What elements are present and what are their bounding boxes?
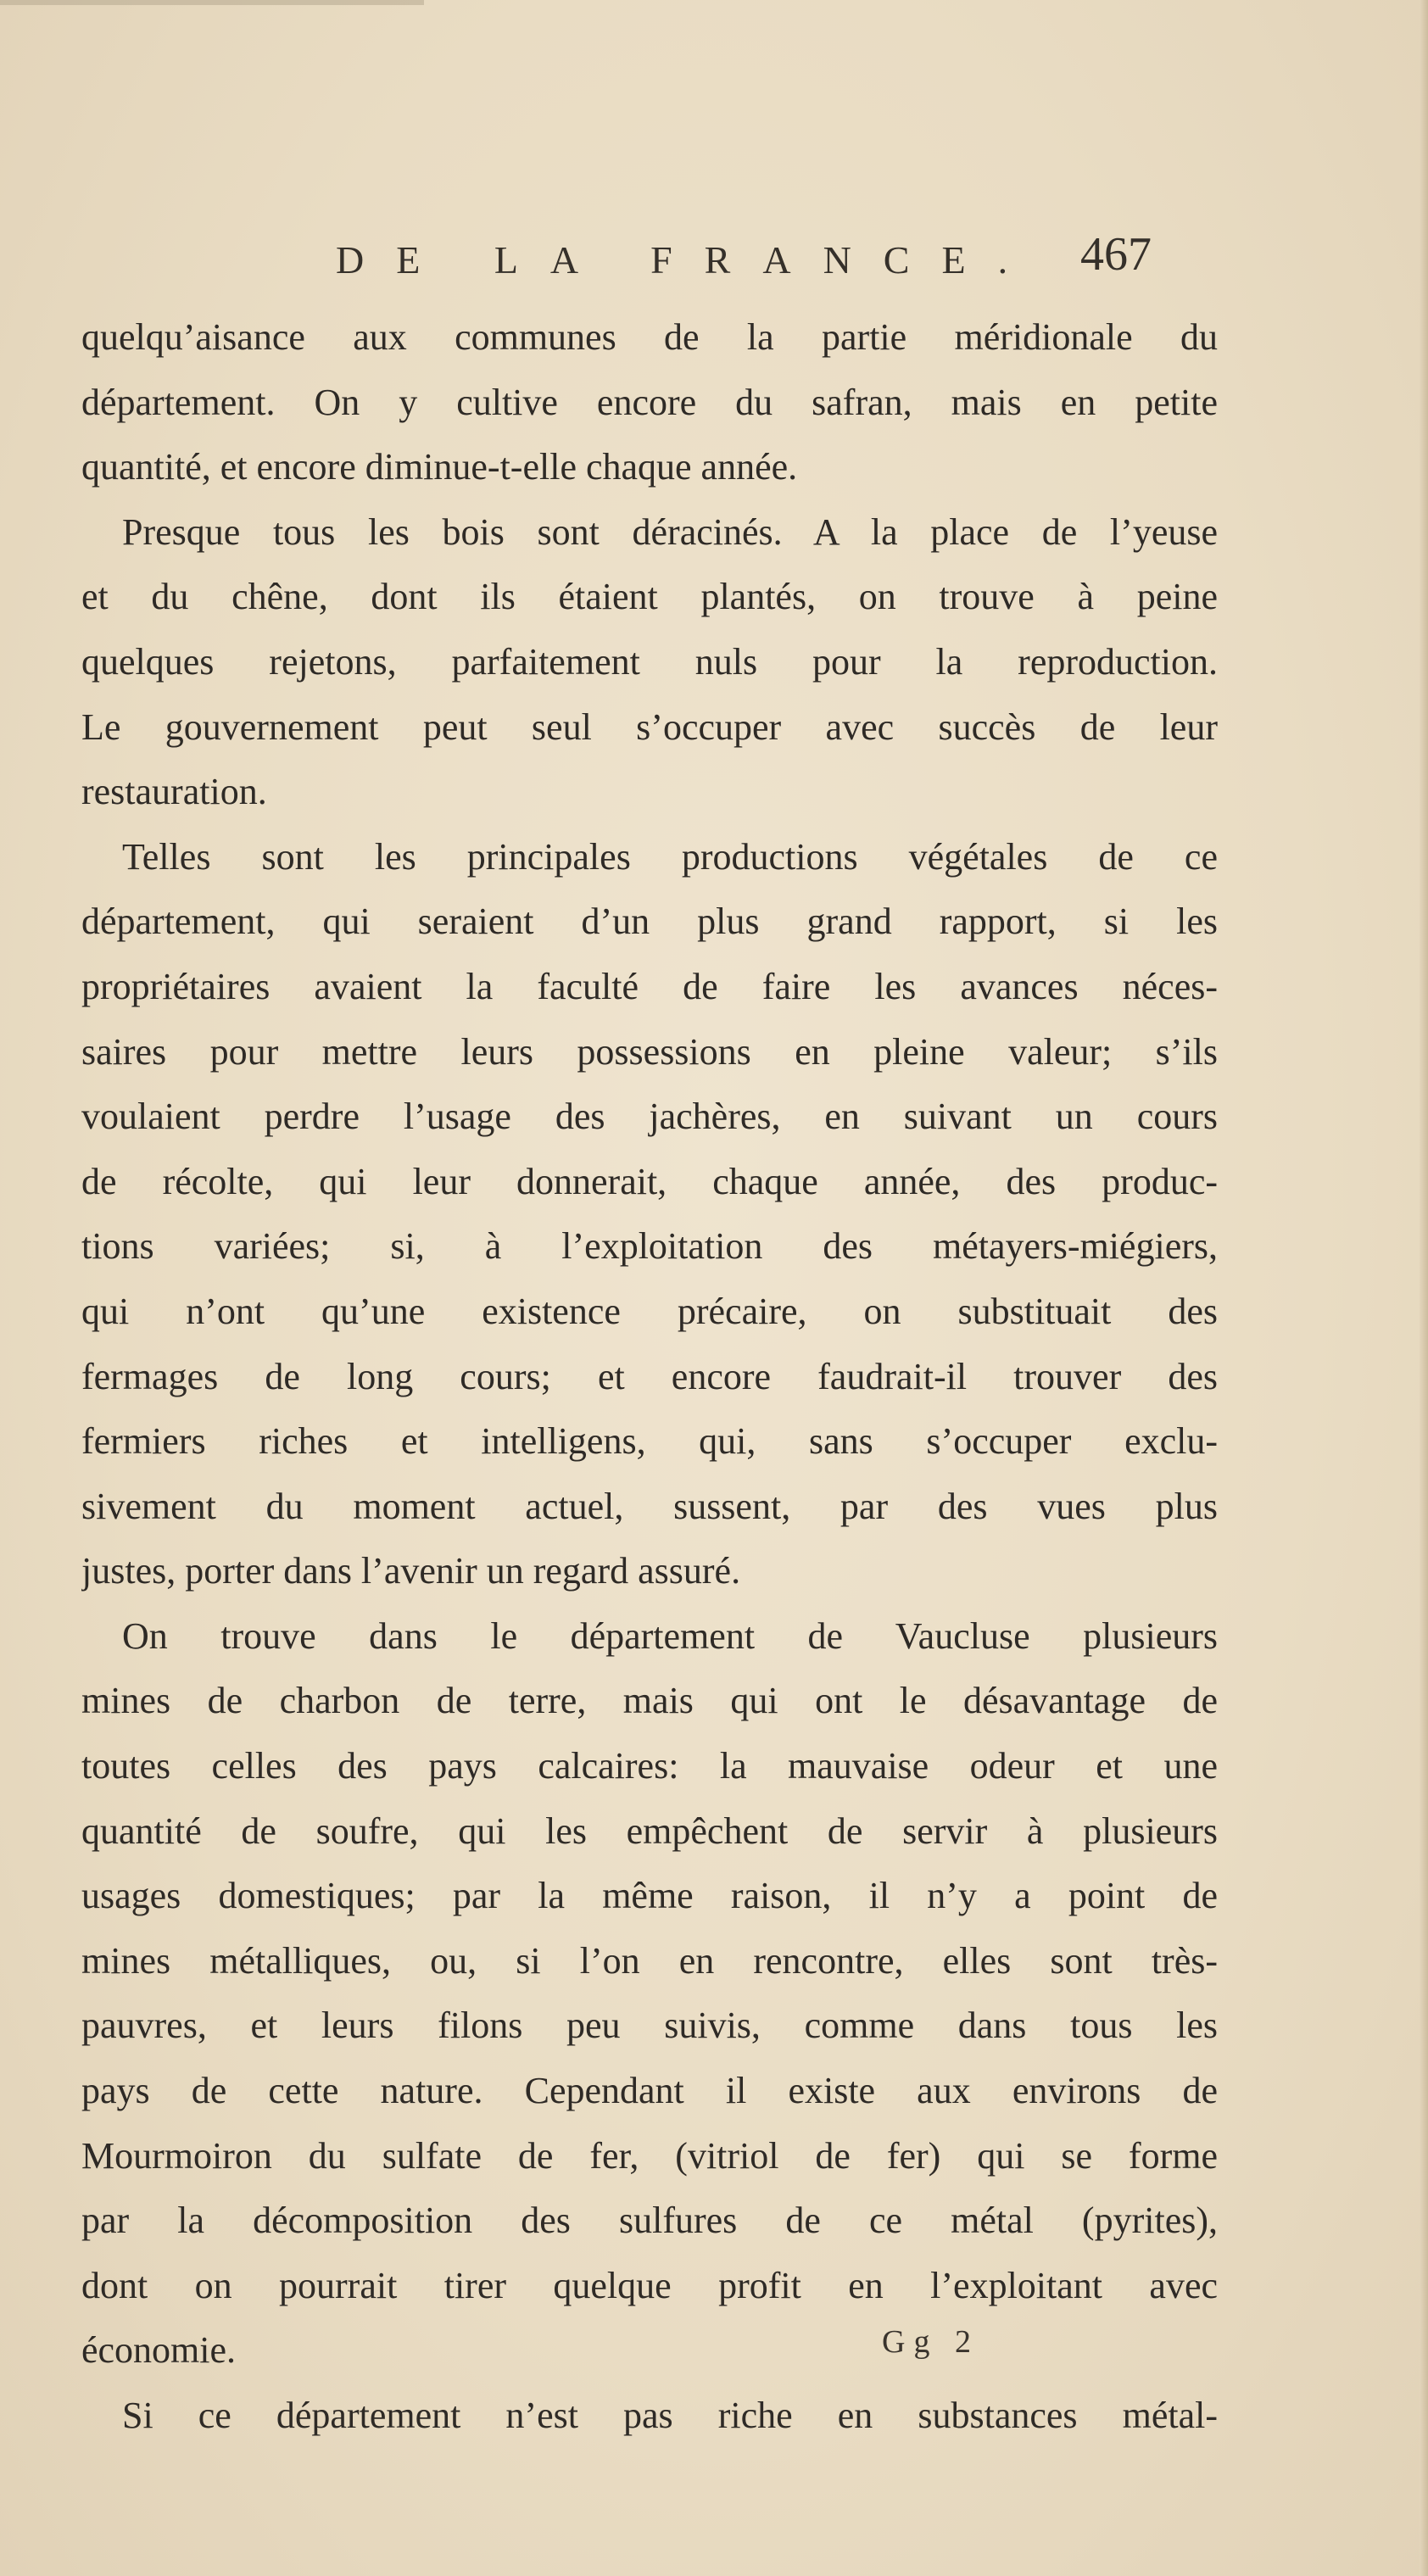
text-line: Presque tous les bois sont déracinés. A la place de l’yeuse [122, 510, 1218, 553]
text-line: fermages de long cours; et encore faudrait-il trouver des [81, 1355, 1218, 1397]
text-line: mines de charbon de terre, mais qui ont le désavantage de [81, 1680, 1218, 1722]
page-edge-shadow [1420, 0, 1428, 2576]
page-header [81, 227, 1218, 295]
text-line: économie. [81, 2329, 237, 2372]
text-line: et du chêne, dont ils étaient plantés, on trouve à peine [81, 576, 1218, 618]
text-line: pays de cette nature. Cependant il existe aux environs de [81, 2070, 1218, 2112]
text-line: justes, porter dans l’avenir un regard assuré. [81, 1550, 741, 1592]
text-line: On trouve dans le département de Vaucluse plusieurs [122, 1614, 1218, 1657]
text-line: département. On y cultive encore du safran, mais en petite [81, 381, 1218, 423]
text-line: département, qui seraient d’un plus grand rapport, si les [81, 900, 1218, 943]
text-line: voulaient perdre l’usage des jachères, en suivant un cours [81, 1096, 1218, 1138]
text-line: propriétaires avaient la faculté de faire les avances néces- [81, 965, 1218, 1007]
text-line: de récolte, qui leur donnerait, chaque année, des produc- [81, 1160, 1218, 1202]
text-line: qui n’ont qu’une existence précaire, on substituait des [81, 1290, 1218, 1332]
text-line: quelques rejetons, parfaitement nuls pour la reproduction. [81, 640, 1218, 683]
text-line: dont on pourrait tirer quelque profit en l’exploitant avec [81, 2264, 1218, 2306]
text-line: quantité, et encore diminue-t-elle chaque année. [81, 446, 798, 488]
text-line: par la décomposition des sulfures de ce métal (pyrites), [81, 2200, 1218, 2242]
text-line: Telles sont les principales productions végétales de ce [122, 835, 1218, 878]
text-line: sivement du moment actuel, sussent, par des vues plus [81, 1485, 1218, 1527]
text-line: pauvres, et leurs filons peu suivis, comme dans tous les [81, 2004, 1218, 2047]
text-line: Le gouvernement peut seul s’occuper avec succès de leur [81, 705, 1218, 748]
text-line: toutes celles des pays calcaires: la mauvaise odeur et une [81, 1745, 1218, 1787]
text-line: Mourmoiron du sulfate de fer, (vitriol de fer) qui se forme [81, 2134, 1218, 2177]
text-line: tions variées; si, à l’exploitation des métayers-miégiers, [81, 1225, 1218, 1268]
signature-mark: Gg 2 [882, 2324, 979, 2360]
text-line: mines métalliques, ou, si l’on en rencontre, elles sont très- [81, 1939, 1218, 1982]
running-title: DE LA FRANCE. [336, 238, 1040, 282]
page-number: 467 [1080, 228, 1152, 281]
text-line: fermiers riches et intelligens, qui, sans s’occuper exclu- [81, 1420, 1218, 1463]
body-text [81, 305, 1218, 2449]
text-line: Si ce département n’est pas riche en substances métal- [122, 2395, 1218, 2436]
text-line: restauration. [81, 771, 267, 813]
text-line: usages domestiques; par la même raison, il n’y a point de [81, 1875, 1218, 1917]
text-line: saires pour mettre leurs possessions en pleine valeur; s’ils [81, 1030, 1218, 1073]
text-line: quelqu’aisance aux communes de la partie méridionale du [81, 316, 1218, 358]
text-line: quantité de soufre, qui les empêchent de servir à plusieurs [81, 1809, 1218, 1852]
top-edge-mark [0, 0, 424, 5]
